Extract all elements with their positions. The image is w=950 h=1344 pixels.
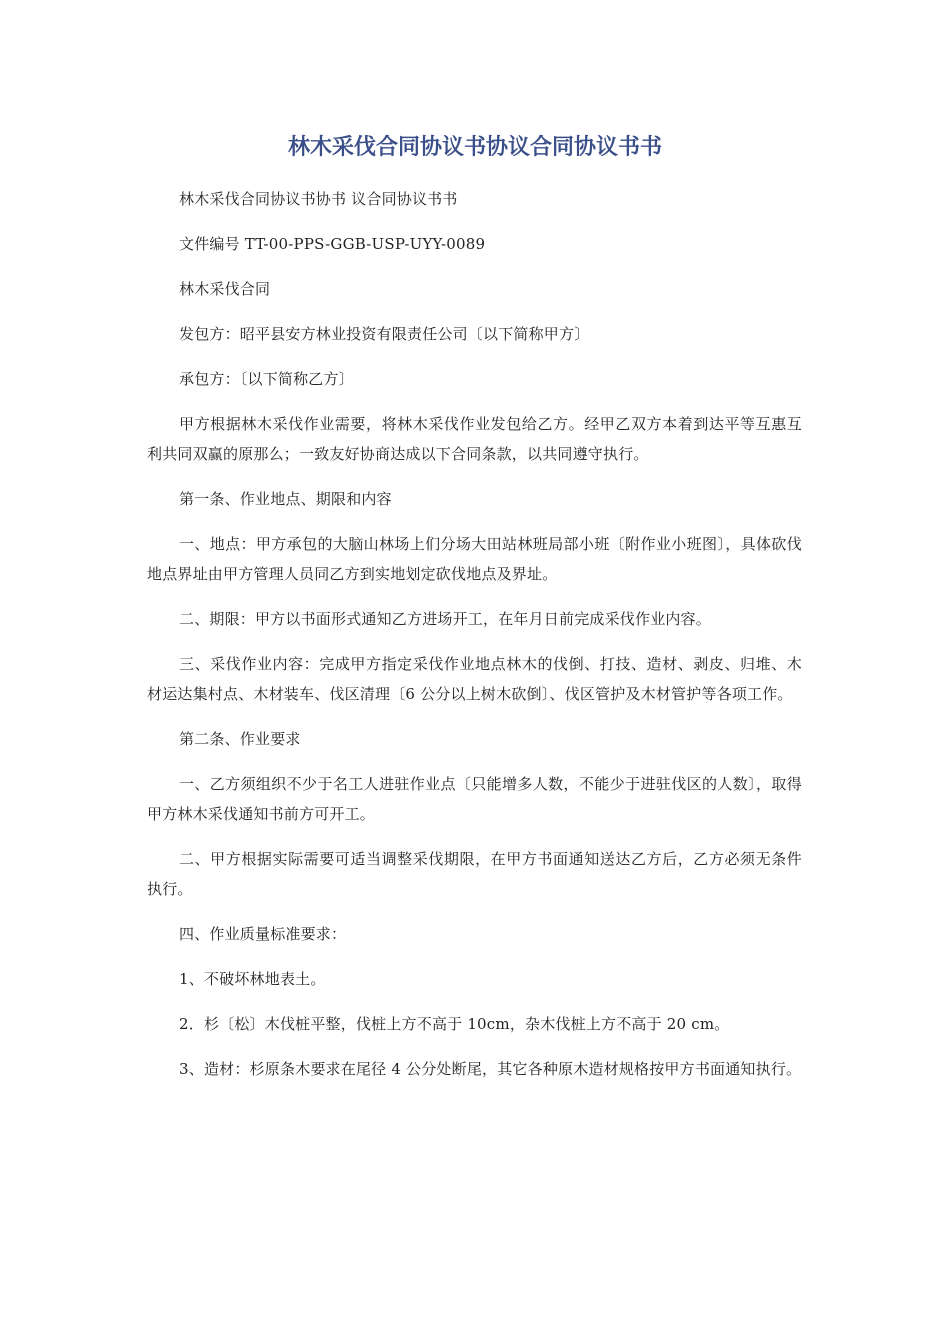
paragraph: 一、地点：甲方承包的大脑山林场上们分场大田站林班局部小班〔附作业小班图〕，具体砍伐地点界址由甲方管理人员同乙方到实地划定砍伐地点及界址。 [147,535,802,583]
paragraph: 甲方根据林木采伐作业需要，将林木采伐作业发包给乙方。经甲乙双方本着到达平等互惠互利共同双赢的原那么；一致友好协商达成以下合同条款，以共同遵守执行。 [147,415,802,463]
paragraph: 林木采伐合同协议书协书 议合同协议书书 [179,190,458,208]
paragraph: 二、期限：甲方以书面形式通知乙方进场开工，在年月日前完成采伐作业内容。 [179,610,712,628]
paragraph: 一、乙方须组织不少于名工人进驻作业点〔只能增多人数，不能少于进驻伐区的人数〕，取得甲方林木采伐通知书前方可开工。 [147,775,802,823]
paragraph: 1、不破坏林地表土。 [179,970,326,988]
document-body [147,184,802,1099]
paragraph: 二、甲方根据实际需要可适当调整采伐期限，在甲方书面通知送达乙方后，乙方必须无条件执行。 [147,850,802,898]
paragraph: 第二条、作业要求 [179,730,301,748]
document-title: 林木采伐合同协议书协议合同协议书书 [287,135,662,160]
paragraph: 林木采伐合同 [179,280,271,298]
paragraph: 承包方：〔以下简称乙方〕 [179,370,354,388]
paragraph: 三、采伐作业内容：完成甲方指定采伐作业地点林木的伐倒、打技、造材、剥皮、归堆、木材运达集村点、木材装车、伐区清理〔6 公分以上树木砍倒〕、伐区管护及木材管护等各项工作。 [147,655,802,703]
paragraph: 3、造材：杉原条木要求在尾径 4 公分处断尾，其它各种原木造材规格按甲方书面通知执行。 [179,1060,802,1078]
paragraph: 2．杉〔松〕木伐桩平整，伐桩上方不高于 10cm，杂木伐桩上方不高于 20 cm。 [179,1015,730,1033]
paragraph: 第一条、作业地点、期限和内容 [179,490,392,508]
paragraph: 四、作业质量标准要求： [179,925,347,943]
paragraph: 发包方：昭平县安方林业投资有限责任公司〔以下简称甲方〕 [179,325,590,343]
paragraph: 文件编号 TT-00-PPS-GGB-USP-UYY-0089 [179,235,486,253]
